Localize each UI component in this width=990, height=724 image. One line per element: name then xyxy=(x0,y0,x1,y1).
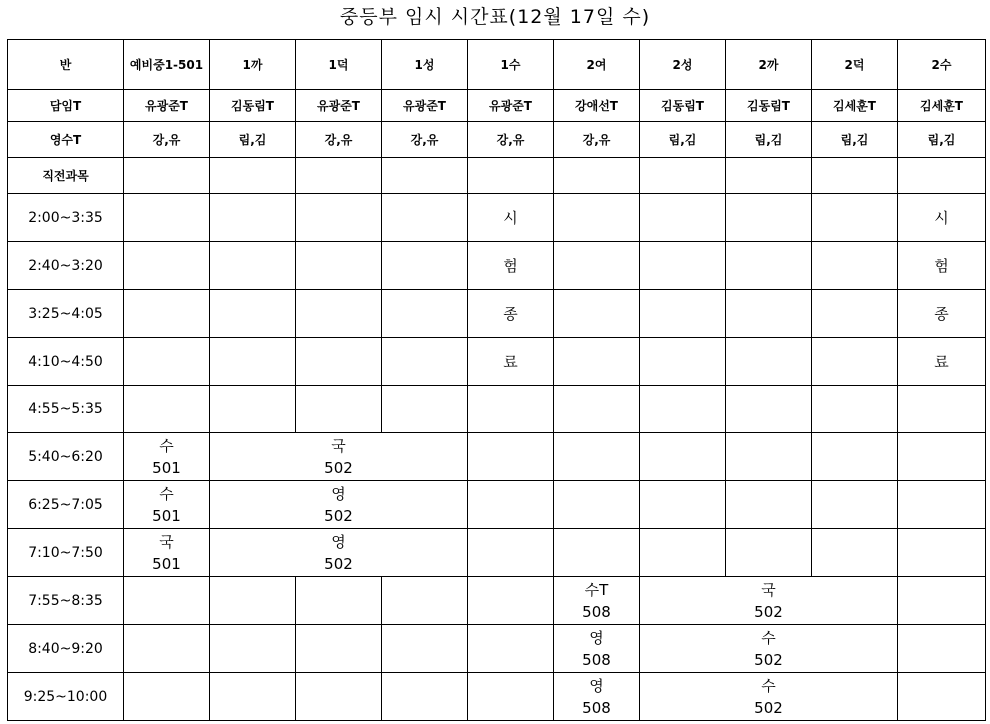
empty-cell xyxy=(210,625,296,673)
empty-cell xyxy=(296,625,382,673)
lesson-subject: 국 xyxy=(159,532,174,551)
lesson-room: 502 xyxy=(324,458,353,477)
english-math-teachers: 림,김 xyxy=(640,122,726,158)
exam-end-char: 료 xyxy=(468,338,554,386)
time-slot: 7:55~8:35 xyxy=(8,577,124,625)
time-slot: 4:10~4:50 xyxy=(8,338,124,386)
empty-cell xyxy=(296,577,382,625)
time-slot: 4:55~5:35 xyxy=(8,386,124,433)
lesson-cell xyxy=(554,673,640,721)
time-slot: 7:10~7:50 xyxy=(8,529,124,577)
period-row xyxy=(8,290,986,338)
row-label-homeroom: 담임T xyxy=(8,90,124,122)
empty-cell xyxy=(726,242,812,290)
empty-cell xyxy=(382,194,468,242)
exam-end-char: 종 xyxy=(468,290,554,338)
empty-cell xyxy=(210,673,296,721)
empty-cell xyxy=(210,338,296,386)
empty-cell xyxy=(296,386,382,433)
empty-cell xyxy=(296,673,382,721)
period-row xyxy=(8,625,986,673)
empty-cell xyxy=(468,529,554,577)
exam-end-char: 험 xyxy=(898,242,986,290)
empty-cell xyxy=(812,242,898,290)
lesson-room: 501 xyxy=(152,506,181,525)
english-math-teachers: 림,김 xyxy=(812,122,898,158)
lesson-room: 508 xyxy=(582,602,611,621)
class-header: 1덕 xyxy=(296,40,382,90)
lesson-room: 502 xyxy=(324,506,353,525)
empty-cell xyxy=(468,481,554,529)
class-header: 예비중1-501 xyxy=(124,40,210,90)
lesson-subject: 영 xyxy=(589,628,604,647)
class-header: 1까 xyxy=(210,40,296,90)
lesson-cell xyxy=(554,577,640,625)
period-row xyxy=(8,338,986,386)
english-math-teachers: 강,유 xyxy=(468,122,554,158)
lesson-subject: 영 xyxy=(331,532,346,551)
time-slot: 8:40~9:20 xyxy=(8,625,124,673)
period-row xyxy=(8,529,986,577)
english-math-teachers: 강,유 xyxy=(296,122,382,158)
empty-cell xyxy=(812,481,898,529)
row-label-class: 반 xyxy=(8,40,124,90)
english-math-teachers: 강,유 xyxy=(554,122,640,158)
row-label-previous-subject: 직전과목 xyxy=(8,158,124,194)
lesson-cell xyxy=(124,433,210,481)
previous-subject-row xyxy=(8,158,986,194)
lesson-subject: 국 xyxy=(761,580,776,599)
empty-cell xyxy=(898,158,986,194)
merged-lesson-cell xyxy=(640,577,898,625)
time-slot: 2:40~3:20 xyxy=(8,242,124,290)
lesson-room: 501 xyxy=(152,554,181,573)
lesson-subject: 수 xyxy=(159,436,174,455)
empty-cell xyxy=(812,386,898,433)
empty-cell xyxy=(124,158,210,194)
english-math-teachers: 림,김 xyxy=(210,122,296,158)
lesson-cell xyxy=(554,625,640,673)
empty-cell xyxy=(382,577,468,625)
empty-cell xyxy=(640,433,726,481)
empty-cell xyxy=(640,194,726,242)
empty-cell xyxy=(296,158,382,194)
empty-cell xyxy=(468,433,554,481)
period-row xyxy=(8,481,986,529)
timetable xyxy=(7,39,986,721)
lesson-cell xyxy=(124,529,210,577)
homeroom-teacher: 김세훈T xyxy=(898,90,986,122)
empty-cell xyxy=(210,290,296,338)
english-math-teachers: 림,김 xyxy=(898,122,986,158)
time-slot: 3:25~4:05 xyxy=(8,290,124,338)
class-header: 2덕 xyxy=(812,40,898,90)
empty-cell xyxy=(726,433,812,481)
class-header: 2성 xyxy=(640,40,726,90)
time-slot: 6:25~7:05 xyxy=(8,481,124,529)
empty-cell xyxy=(898,673,986,721)
empty-cell xyxy=(898,529,986,577)
english-math-row xyxy=(8,122,986,158)
empty-cell xyxy=(726,386,812,433)
row-label-english-math: 영수T xyxy=(8,122,124,158)
merged-lesson-cell xyxy=(210,433,468,481)
lesson-subject: 영 xyxy=(589,676,604,695)
empty-cell xyxy=(554,194,640,242)
empty-cell xyxy=(640,338,726,386)
empty-cell xyxy=(468,577,554,625)
empty-cell xyxy=(296,338,382,386)
lesson-subject: 수 xyxy=(159,484,174,503)
lesson-room: 502 xyxy=(754,650,783,669)
empty-cell xyxy=(898,481,986,529)
empty-cell xyxy=(726,158,812,194)
empty-cell xyxy=(382,290,468,338)
empty-cell xyxy=(898,386,986,433)
empty-cell xyxy=(382,625,468,673)
time-slot: 9:25~10:00 xyxy=(8,673,124,721)
empty-cell xyxy=(640,529,726,577)
lesson-room: 508 xyxy=(582,698,611,717)
period-row xyxy=(8,577,986,625)
empty-cell xyxy=(554,290,640,338)
empty-cell xyxy=(640,290,726,338)
empty-cell xyxy=(468,673,554,721)
empty-cell xyxy=(554,242,640,290)
empty-cell xyxy=(554,338,640,386)
empty-cell xyxy=(296,242,382,290)
period-row xyxy=(8,242,986,290)
empty-cell xyxy=(124,338,210,386)
empty-cell xyxy=(726,338,812,386)
empty-cell xyxy=(554,433,640,481)
empty-cell xyxy=(640,386,726,433)
class-header: 2수 xyxy=(898,40,986,90)
class-header: 2까 xyxy=(726,40,812,90)
empty-cell xyxy=(124,673,210,721)
homeroom-teacher: 유광준T xyxy=(468,90,554,122)
homeroom-row xyxy=(8,90,986,122)
period-row xyxy=(8,673,986,721)
empty-cell xyxy=(812,194,898,242)
empty-cell xyxy=(812,158,898,194)
empty-cell xyxy=(124,577,210,625)
empty-cell xyxy=(640,481,726,529)
lesson-subject: 국 xyxy=(331,436,346,455)
empty-cell xyxy=(898,577,986,625)
empty-cell xyxy=(812,529,898,577)
empty-cell xyxy=(210,577,296,625)
empty-cell xyxy=(296,290,382,338)
merged-lesson-cell xyxy=(640,673,898,721)
empty-cell xyxy=(726,194,812,242)
time-slot: 2:00~3:35 xyxy=(8,194,124,242)
empty-cell xyxy=(382,673,468,721)
lesson-subject: 수 xyxy=(761,628,776,647)
empty-cell xyxy=(124,625,210,673)
empty-cell xyxy=(726,290,812,338)
empty-cell xyxy=(898,433,986,481)
class-header-row xyxy=(8,40,986,90)
empty-cell xyxy=(210,158,296,194)
homeroom-teacher: 유광준T xyxy=(382,90,468,122)
homeroom-teacher: 김동림T xyxy=(210,90,296,122)
homeroom-teacher: 김동림T xyxy=(640,90,726,122)
exam-end-char: 종 xyxy=(898,290,986,338)
class-header: 1수 xyxy=(468,40,554,90)
homeroom-teacher: 강애선T xyxy=(554,90,640,122)
english-math-teachers: 림,김 xyxy=(726,122,812,158)
exam-end-char: 험 xyxy=(468,242,554,290)
empty-cell xyxy=(640,242,726,290)
period-row xyxy=(8,194,986,242)
homeroom-teacher: 유광준T xyxy=(296,90,382,122)
lesson-subject: 영 xyxy=(331,484,346,503)
empty-cell xyxy=(554,158,640,194)
empty-cell xyxy=(554,386,640,433)
empty-cell xyxy=(382,158,468,194)
class-header: 2여 xyxy=(554,40,640,90)
homeroom-teacher: 유광준T xyxy=(124,90,210,122)
lesson-room: 502 xyxy=(754,698,783,717)
lesson-room: 501 xyxy=(152,458,181,477)
empty-cell xyxy=(468,625,554,673)
empty-cell xyxy=(554,529,640,577)
exam-end-char: 시 xyxy=(468,194,554,242)
period-row xyxy=(8,433,986,481)
empty-cell xyxy=(812,290,898,338)
empty-cell xyxy=(124,290,210,338)
class-header: 1성 xyxy=(382,40,468,90)
homeroom-teacher: 김세훈T xyxy=(812,90,898,122)
merged-lesson-cell xyxy=(210,481,468,529)
empty-cell xyxy=(296,194,382,242)
lesson-room: 502 xyxy=(324,554,353,573)
lesson-subject: 수T xyxy=(584,580,609,599)
english-math-teachers: 강,유 xyxy=(124,122,210,158)
empty-cell xyxy=(898,625,986,673)
period-row xyxy=(8,386,986,433)
empty-cell xyxy=(382,242,468,290)
exam-end-char: 시 xyxy=(898,194,986,242)
empty-cell xyxy=(640,158,726,194)
empty-cell xyxy=(468,158,554,194)
empty-cell xyxy=(382,386,468,433)
lesson-room: 502 xyxy=(754,602,783,621)
time-slot: 5:40~6:20 xyxy=(8,433,124,481)
merged-lesson-cell xyxy=(210,529,468,577)
lesson-cell xyxy=(124,481,210,529)
empty-cell xyxy=(726,481,812,529)
english-math-teachers: 강,유 xyxy=(382,122,468,158)
empty-cell xyxy=(382,338,468,386)
empty-cell xyxy=(812,433,898,481)
empty-cell xyxy=(124,194,210,242)
empty-cell xyxy=(812,338,898,386)
page-title: 중등부 임시 시간표(12월 17일 수) xyxy=(339,6,651,28)
empty-cell xyxy=(210,194,296,242)
empty-cell xyxy=(124,386,210,433)
empty-cell xyxy=(210,386,296,433)
lesson-subject: 수 xyxy=(761,676,776,695)
empty-cell xyxy=(726,529,812,577)
empty-cell xyxy=(468,386,554,433)
homeroom-teacher: 김동림T xyxy=(726,90,812,122)
merged-lesson-cell xyxy=(640,625,898,673)
exam-end-char: 료 xyxy=(898,338,986,386)
empty-cell xyxy=(554,481,640,529)
empty-cell xyxy=(124,242,210,290)
lesson-room: 508 xyxy=(582,650,611,669)
empty-cell xyxy=(210,242,296,290)
